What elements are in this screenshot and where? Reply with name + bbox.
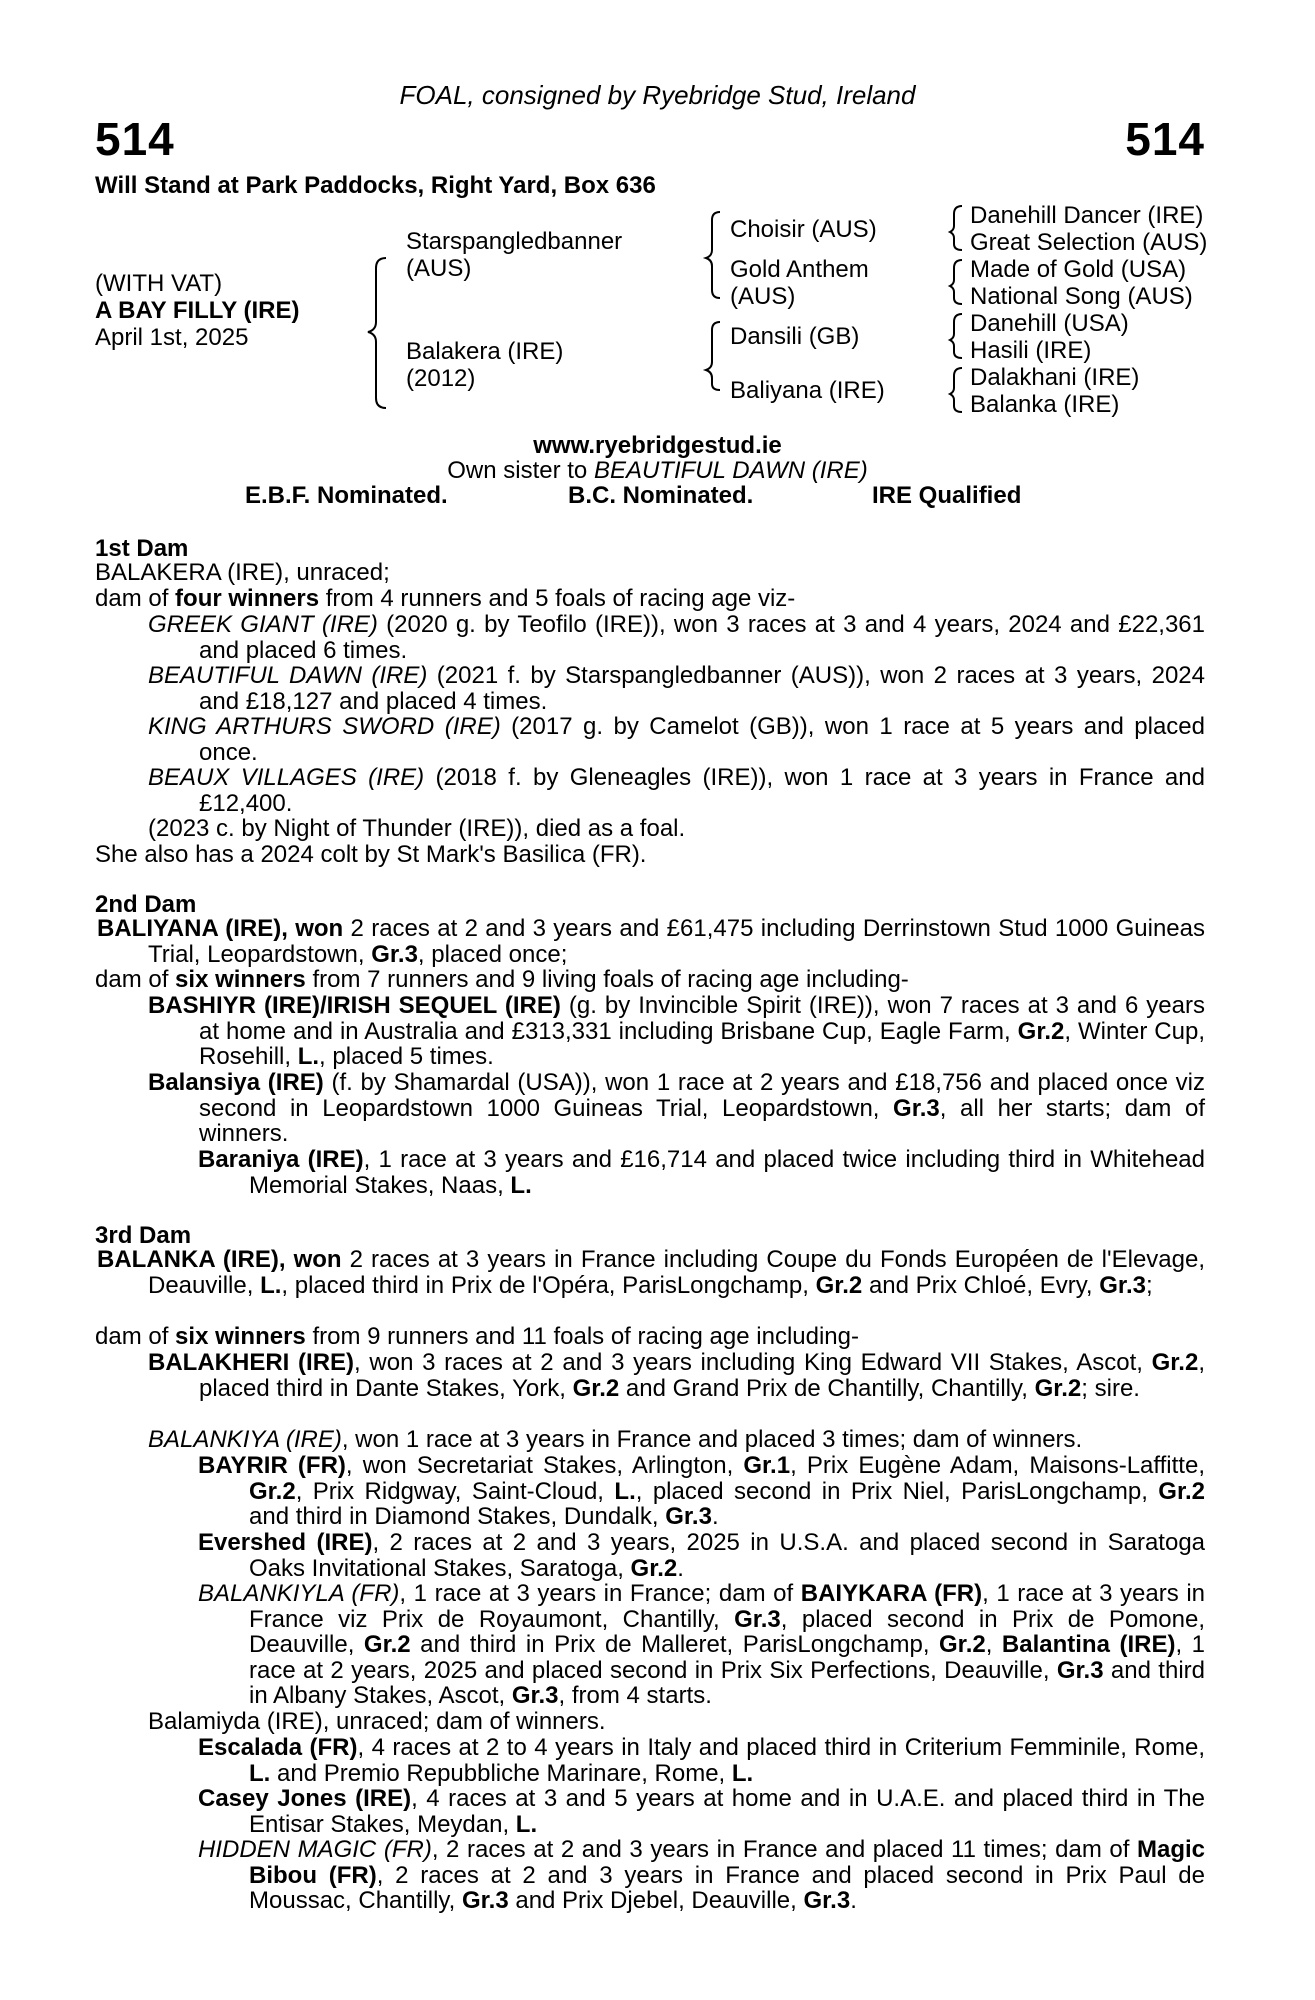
- record-text: 2 races at 2 and 3 years and £61,475 including Derrinstown Stud 1000 Guineas Trial, Leopardstown,: [148, 915, 1205, 968]
- g4-2: Great Selection (AUS): [970, 229, 1208, 256]
- grade: Gr.2: [249, 1477, 296, 1505]
- record-text: , placed third in Prix de l'Opéra, ParisLongchamp,: [281, 1271, 816, 1299]
- ebf-nominated: E.B.F. Nominated.: [245, 482, 448, 509]
- progeny-escalada: [198, 1735, 1205, 1786]
- progeny-text: (g. by Invincible Spirit (IRE)), won 7 races at 3 and 6 years at home and in Australia and £313,331 including Brisbane Cup, Eagle Farm,: [199, 992, 1205, 1045]
- g4-4: National Song (AUS): [970, 283, 1193, 310]
- progeny-text: (2021 f. by Starspangledbanner (AUS)), won 2 races at 3 years, 2024 and £18,127 and placed 4 times.: [199, 662, 1205, 715]
- progeny-text: , Prix Eugène Adam, Maisons-Laffitte,: [790, 1452, 1205, 1479]
- progeny-name: BAIYKARA (FR): [800, 1580, 983, 1607]
- horse-description: A BAY FILLY (IRE): [95, 297, 300, 324]
- g4-7: Dalakhani (IRE): [970, 364, 1140, 391]
- sire-sire: Choisir (AUS): [730, 216, 877, 243]
- progeny-beautiful-dawn: [148, 663, 1205, 714]
- progeny-text: (2018 f. by Gleneagles (IRE)), won 1 race at 3 years in France and £12,400.: [199, 764, 1205, 817]
- progeny-text: .: [677, 1554, 684, 1582]
- progeny-text: , 4 races at 2 to 4 years in Italy and placed third in Criterium Femminile, Rome,: [357, 1734, 1205, 1761]
- progeny-text: and Prix Djebel, Deauville,: [508, 1887, 804, 1915]
- dam-sire: Dansili (GB): [730, 323, 860, 350]
- progeny-name: Magic Bibou (FR): [249, 1836, 1206, 1889]
- progeny-name: BASHIYR (IRE)/IRISH SEQUEL (IRE): [148, 992, 561, 1019]
- bc-nominated: B.C. Nominated.: [568, 482, 754, 509]
- progeny-evershed: [198, 1530, 1205, 1581]
- progeny-text: , 1 race at 3 years in France viz Prix de Royaumont, Chantilly,: [249, 1580, 1205, 1633]
- grade: Gr.3: [1099, 1271, 1146, 1299]
- sire-country: (AUS): [406, 255, 472, 282]
- progeny-text: , Winter Cup, Rosehill,: [199, 1017, 1205, 1071]
- grade: L.: [614, 1477, 636, 1505]
- grade: Gr.3: [461, 1887, 509, 1915]
- bracket-dam: [706, 322, 720, 390]
- progeny-balakheri: [148, 1350, 1205, 1401]
- progeny-balankiya: [148, 1427, 1205, 1453]
- first-dam-dam-of: [95, 586, 1205, 612]
- progeny-hidden-magic: [198, 1837, 1205, 1914]
- record-text: 2 races at 3 years in France including Coupe du Fonds Européen de l'Elevage, Deauville,: [148, 1246, 1205, 1299]
- grade: L.: [515, 1810, 538, 1838]
- bracket-g4-2: [950, 260, 962, 304]
- own-sister-prefix: Own sister to: [447, 457, 594, 484]
- progeny-text: , 2 races at 2 and 3 years in France and placed second in Prix Paul de Moussac, Chantilly,: [249, 1861, 1205, 1915]
- record-text: ;: [1145, 1271, 1153, 1299]
- progeny-text: , 1 race at 2 years, 2025 and placed second in Prix Six Perfections, Deauville,: [249, 1631, 1205, 1684]
- progeny-name: Casey Jones (IRE): [198, 1785, 412, 1812]
- second-dam-name: BALIYANA (IRE): [97, 915, 282, 942]
- progeny-name: GREEK GIANT (IRE): [148, 611, 378, 638]
- progeny-text: .: [711, 1503, 719, 1531]
- won-label: , won: [281, 915, 344, 942]
- grade: Gr.2: [363, 1631, 411, 1659]
- progeny-text: , won 3 races at 2 and 3 years including King Edward VII Stakes, Ascot,: [354, 1349, 1152, 1376]
- third-dam-record: [97, 1247, 1205, 1298]
- lot-number-left: 514: [95, 113, 175, 165]
- g4-5: Danehill (USA): [970, 310, 1129, 337]
- progeny-text: , placed second in Prix de Pomone, Deauville,: [249, 1605, 1205, 1659]
- website: www.ryebridgestud.ie: [533, 432, 782, 459]
- grade: Gr.3: [511, 1682, 559, 1710]
- g4-3: Made of Gold (USA): [970, 256, 1187, 283]
- bracket-g4-4: [950, 368, 962, 412]
- progeny-name: BAYRIR (FR): [198, 1452, 346, 1479]
- g4-8: Balanka (IRE): [970, 391, 1120, 418]
- progeny-text: ; sire.: [1081, 1374, 1140, 1402]
- progeny-text: (2020 g. by Teofilo (IRE)), won 3 races at 3 and 4 years, 2024 and £22,361 and placed 6 times.: [199, 611, 1206, 664]
- progeny-text: , placed second in Prix Niel, ParisLongchamp,: [635, 1477, 1159, 1505]
- consignment-line: FOAL, consigned by Ryebridge Stud, Ireland: [399, 80, 916, 110]
- progeny-text: (2017 g. by Camelot (GB)), won 1 race at 5 years and placed once.: [199, 713, 1205, 766]
- ire-qualified: IRE Qualified: [872, 482, 1022, 509]
- grade: Gr.2: [1158, 1477, 1205, 1505]
- sire-dam-country: (AUS): [730, 283, 796, 310]
- won-label: , won: [278, 1246, 342, 1273]
- second-dam-heading: 2nd Dam: [95, 891, 197, 918]
- second-dam-dam-of: [95, 967, 1205, 993]
- lot-number-right: 514: [1125, 113, 1205, 165]
- progeny-text: , from 4 starts.: [558, 1682, 712, 1710]
- dam-of-post: from 9 runners and 11 foals of racing age including-: [305, 1323, 859, 1350]
- progeny-text: , 1 race at 3 years in France; dam of: [399, 1580, 801, 1607]
- second-dam-record: [97, 916, 1205, 967]
- dam-year: (2012): [406, 365, 476, 392]
- progeny-text: , all her starts; dam of winners.: [199, 1094, 1205, 1148]
- progeny-text: , 4 races at 3 and 5 years at home and in U.A.E. and placed third in The Entisar Stakes, Meydan,: [249, 1785, 1205, 1838]
- grade: Gr.2: [572, 1374, 620, 1402]
- progeny-bashiyr: [148, 993, 1205, 1070]
- progeny-king-arthurs-sword: [148, 714, 1205, 765]
- progeny-name: BEAUTIFUL DAWN (IRE): [148, 662, 428, 689]
- also-note: She also has a 2024 colt by St Mark's Basilica (FR).: [95, 841, 647, 868]
- progeny-name: Escalada (FR): [198, 1734, 358, 1761]
- dam-of-pre: dam of: [95, 966, 176, 993]
- grade: Gr.2: [815, 1271, 863, 1299]
- progeny-balankiyla: [198, 1581, 1205, 1709]
- grade: L.: [260, 1271, 282, 1299]
- progeny-name: Baraniya (IRE): [198, 1146, 364, 1173]
- progeny-bayrir: [198, 1453, 1205, 1530]
- grade: L.: [249, 1759, 271, 1787]
- progeny-name: KING ARTHURS SWORD (IRE): [148, 713, 501, 740]
- record-text: , placed once;: [417, 940, 568, 968]
- bracket-g4-3: [950, 314, 962, 358]
- progeny-text: , 2 races at 2 and 3 years in France and placed 11 times; dam of: [431, 1836, 1130, 1863]
- third-dam-heading: 3rd Dam: [95, 1222, 192, 1249]
- progeny-text: , won 1 race at 3 years in France and placed 3 times; dam of winners.: [341, 1426, 1083, 1453]
- own-sister-name: BEAUTIFUL DAWN (IRE): [593, 457, 868, 484]
- dam-of-post: from 7 runners and 9 living foals of racing age including-: [305, 966, 909, 993]
- third-dam-dam-of: [95, 1324, 1205, 1350]
- first-dam-heading: 1st Dam: [95, 535, 189, 562]
- grade: Gr.3: [734, 1605, 781, 1633]
- progeny-text: and Premio Repubbliche Marinare, Rome,: [270, 1759, 732, 1787]
- progeny-text: , won Secretariat Stakes, Arlington,: [345, 1452, 744, 1479]
- record-text: and Prix Chloé, Evry,: [862, 1271, 1100, 1299]
- progeny-text: , 2 races at 2 and 3 years, 2025 in U.S.A. and placed second in Saratoga Oaks Invitational Stakes, Saratoga,: [249, 1529, 1206, 1582]
- stand-location: Will Stand at Park Paddocks, Right Yard, Box 636: [95, 172, 656, 199]
- grade: Gr.2: [939, 1631, 986, 1659]
- progeny-text: (f. by Shamardal (USA)), won 1 race at 2 years and £18,756 and placed once viz second in Leopardstown 1000 Guineas Trial, Leopardstown,: [199, 1069, 1205, 1122]
- progeny-text: and third in Prix de Malleret, ParisLongchamp,: [410, 1631, 940, 1659]
- sire-name: Starspangledbanner: [406, 228, 623, 255]
- dam-dam: Baliyana (IRE): [730, 377, 885, 404]
- grade: L.: [731, 1759, 754, 1787]
- grade: Gr.2: [1151, 1349, 1199, 1376]
- dam-of-pre: dam of: [95, 1323, 176, 1350]
- bracket-sire: [706, 212, 720, 298]
- progeny-name: HIDDEN MAGIC (FR): [198, 1836, 432, 1863]
- sire-dam-name: Gold Anthem: [730, 256, 869, 283]
- progeny-name: BEAUX VILLAGES (IRE): [148, 764, 425, 791]
- vat-label: (WITH VAT): [95, 270, 223, 297]
- progeny-text: .: [850, 1887, 857, 1915]
- g4-1: Danehill Dancer (IRE): [970, 202, 1204, 229]
- bracket-g4-1: [950, 206, 962, 250]
- progeny-text: , 1 race at 3 years and £16,714 and placed twice including third in Whitehead Memorial Stakes, Naas,: [249, 1146, 1205, 1199]
- progeny-beaux-villages: [148, 765, 1205, 816]
- dam-of-count: six winners: [175, 966, 306, 993]
- own-sister-line: [0, 457, 1315, 485]
- progeny-greek-giant: [148, 612, 1205, 663]
- grade: Gr.2: [1017, 1017, 1065, 1045]
- first-dam-intro: BALAKERA (IRE), unraced;: [95, 559, 390, 586]
- grade: Gr.3: [803, 1887, 851, 1915]
- grade: L.: [297, 1043, 320, 1071]
- balamiyda-line: Balamiyda (IRE), unraced; dam of winners.: [148, 1708, 606, 1735]
- grade: Gr.3: [665, 1503, 712, 1531]
- progeny-text: ,: [985, 1631, 1002, 1659]
- progeny-name: BALANKIYLA (FR): [198, 1580, 400, 1607]
- grade: Gr.3: [893, 1094, 940, 1122]
- progeny-balansiya: [148, 1070, 1205, 1147]
- dam-of-post: from 4 runners and 5 foals of racing age viz-: [319, 585, 796, 612]
- progeny-name: Balantina (IRE): [1001, 1631, 1176, 1659]
- grade: Gr.3: [1056, 1656, 1104, 1684]
- dam-of-count: six winners: [175, 1323, 306, 1350]
- progeny-name: BALANKIYA (IRE): [148, 1426, 342, 1453]
- progeny-name: BALAKHERI (IRE): [148, 1349, 355, 1376]
- progeny-text: and third in Diamond Stakes, Dundalk,: [249, 1503, 666, 1531]
- g4-6: Hasili (IRE): [970, 337, 1092, 364]
- bracket-main: [368, 258, 386, 408]
- grade: L.: [510, 1171, 532, 1199]
- foaled-date: April 1st, 2025: [95, 324, 249, 351]
- progeny-text: and Grand Prix de Chantilly, Chantilly,: [619, 1374, 1035, 1402]
- foal-note: (2023 c. by Night of Thunder (IRE)), died as a foal.: [148, 815, 686, 842]
- progeny-baraniya: [198, 1147, 1205, 1198]
- progeny-name: Evershed (IRE): [198, 1529, 373, 1556]
- progeny-text: and third in Albany Stakes, Ascot,: [249, 1656, 1205, 1710]
- grade: Gr.2: [1034, 1374, 1082, 1402]
- progeny-text: , placed 5 times.: [319, 1043, 494, 1071]
- dam-name: Balakera (IRE): [406, 338, 564, 365]
- progeny-name: Balansiya (IRE): [148, 1069, 324, 1096]
- progeny-casey-jones: [198, 1786, 1205, 1837]
- progeny-text: , Prix Ridgway, Saint-Cloud,: [295, 1477, 615, 1505]
- grade: Gr.3: [371, 940, 418, 968]
- grade: Gr.1: [743, 1452, 791, 1479]
- dam-of-pre: dam of: [95, 585, 176, 612]
- dam-of-count: four winners: [175, 585, 320, 612]
- third-dam-name: BALANKA (IRE): [97, 1246, 279, 1273]
- progeny-text: , placed third in Dante Stakes, York,: [199, 1349, 1205, 1402]
- grade: Gr.2: [630, 1554, 678, 1582]
